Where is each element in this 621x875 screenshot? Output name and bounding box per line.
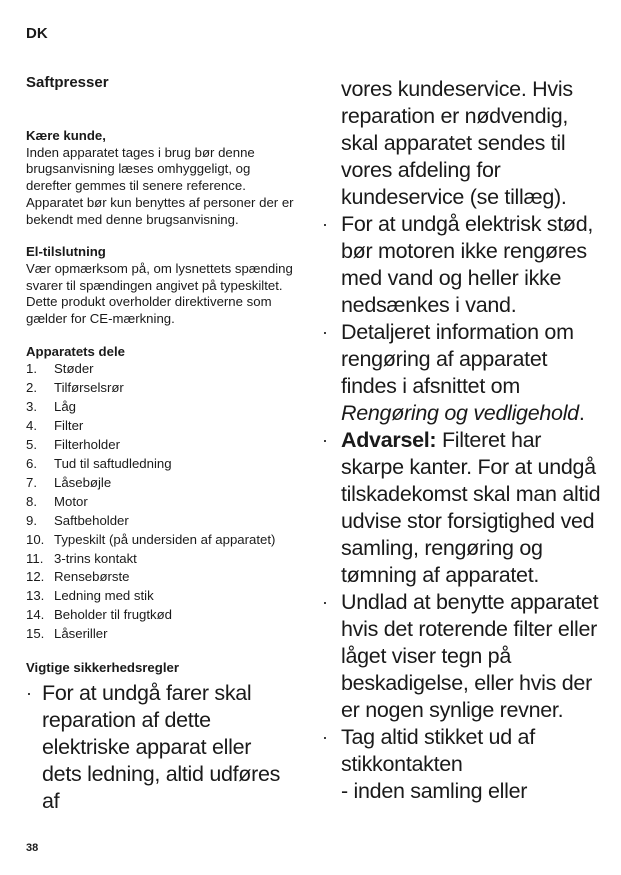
right-column: [322, 76, 607, 805]
greeting: Kære kunde,: [26, 128, 106, 143]
part-item: [26, 550, 296, 569]
part-label: Saftbeholder: [54, 512, 129, 528]
safety-bullet-5: [322, 589, 607, 724]
part-number: 8.: [26, 493, 37, 509]
part-number: 9.: [26, 512, 37, 528]
document-title: Saftpresser: [26, 74, 109, 91]
part-item: [26, 417, 296, 436]
bullet-dot: ·: [322, 322, 328, 342]
part-label: Filter: [54, 418, 84, 434]
part-item: [26, 568, 296, 587]
safety-bullet-1: [26, 680, 296, 815]
bullet-dot: ·: [322, 214, 328, 234]
safety-bullet-3-text: Detaljeret information om rengøring af apparatet findes i afsnittet om: [341, 320, 574, 398]
left-column: [26, 128, 296, 815]
part-item: [26, 379, 296, 398]
part-item: [26, 493, 296, 512]
intro-text: Inden apparatet tages i brug bør denne brugsanvisning læses omhyggeligt, og derefter gemmes til senere reference. Apparatet bør kun benyttes af personer der er bekendt med denne brugsanvisning.: [26, 144, 294, 227]
part-number: 13.: [26, 588, 45, 604]
part-item: [26, 398, 296, 417]
part-label: Beholder til frugtkød: [54, 607, 173, 623]
part-label: Støder: [54, 361, 94, 377]
safety-bullet-4: [322, 427, 607, 589]
section-reference: Rengøring og vedligehold: [341, 401, 579, 425]
safety-bullet-6-sub: - inden samling eller: [341, 779, 528, 803]
part-item: [26, 436, 296, 455]
part-label: Låg: [54, 399, 77, 415]
safety-bullet-1-continued: vores kundeservice. Hvis reparation er nødvendig, skal apparatet sendes til vores afdeling for kundeservice (se tillæg).: [341, 77, 573, 209]
part-number: 10.: [26, 531, 45, 547]
part-label: Ledning med stik: [54, 588, 154, 604]
part-item: [26, 625, 296, 644]
part-number: 7.: [26, 474, 37, 490]
bullet-dot: ·: [322, 430, 328, 450]
bullet-dot: ·: [322, 592, 328, 612]
part-label: 3-trins kontakt: [54, 550, 137, 566]
part-label: Motor: [54, 493, 88, 509]
safety-bullet-2: [322, 211, 607, 319]
safety-bullet-6: [322, 724, 607, 778]
part-number: 11.: [26, 550, 44, 566]
electric-text: Vær opmærksom på, om lysnettets spænding svarer til spændingen angivet på typeskiltet. Dette produkt overholder direktiverne som gælder for CE-mærkning.: [26, 260, 293, 327]
part-number: 6.: [26, 455, 37, 471]
part-label: Tud til saftudledning: [54, 455, 172, 471]
part-item: [26, 360, 296, 379]
safety-bullet-1-text: For at undgå farer skal reparation af dette elektriske apparat eller dets ledning, altid udføres af: [42, 680, 281, 813]
language-code: DK: [26, 25, 48, 42]
bullet-dot: ·: [322, 727, 328, 747]
part-item: [26, 606, 296, 625]
part-item: [26, 474, 296, 493]
part-label: Låseriller: [54, 626, 108, 642]
safety-bullet-3: [322, 319, 607, 427]
part-number: 4.: [26, 418, 37, 434]
part-item: [26, 512, 296, 531]
part-label: Typeskilt (på undersiden af apparatet): [54, 531, 276, 547]
page-number: 38: [26, 842, 39, 854]
safety-bullet-4-text: Filteret har skarpe kanter. For at undgå tilskadekomst skal man altid udvise stor forsigtighed ved samling, rengøring og tømning af apparatet.: [341, 428, 601, 587]
part-number: 12.: [26, 569, 45, 585]
part-number: 3.: [26, 399, 37, 415]
safety-bullet-2-text: For at undgå elektrisk stød, bør motoren ikke rengøres med vand og heller ikke nedsænkes i vand.: [341, 212, 594, 317]
part-number: 2.: [26, 380, 37, 396]
safety-bullet-5-text: Undlad at benytte apparatet hvis det roterende filter eller låget viser tegn på beskadigelse, eller hvis der er nogen synlige revner.: [341, 590, 599, 722]
part-label: Låsebøjle: [54, 474, 112, 490]
bullet-dot: ·: [26, 682, 32, 703]
part-number: 1.: [26, 361, 37, 377]
part-label: Tilførselsrør: [54, 380, 124, 396]
parts-list: [26, 360, 296, 644]
warning-label: Advarsel:: [341, 428, 437, 452]
part-number: 5.: [26, 437, 37, 453]
period: .: [578, 401, 585, 425]
electric-heading: El-tilslutning: [26, 244, 106, 260]
part-item: [26, 587, 296, 606]
part-label: Filterholder: [54, 437, 120, 453]
part-item: [26, 455, 296, 474]
part-label: Rensebørste: [54, 569, 130, 585]
part-number: 14.: [26, 607, 45, 623]
parts-heading: Apparatets dele: [26, 343, 125, 359]
part-number: 15.: [26, 626, 45, 642]
safety-bullet-6-text: Tag altid stikket ud af stikkontakten: [341, 725, 535, 776]
part-item: [26, 531, 296, 550]
safety-heading: Vigtige sikkerhedsregler: [26, 660, 179, 676]
